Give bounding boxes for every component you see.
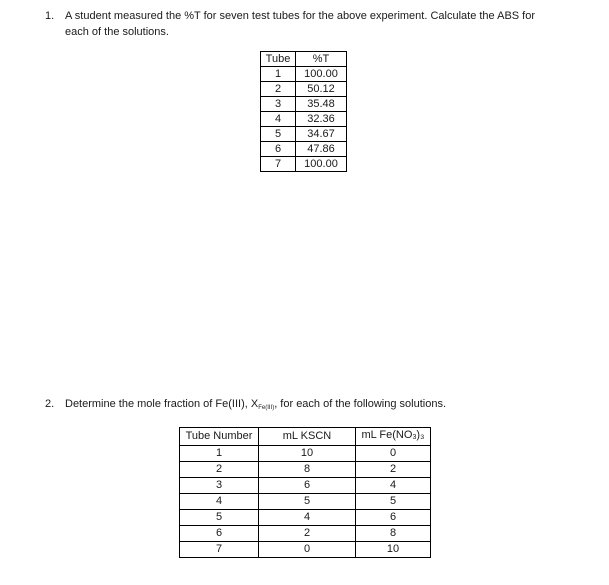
question-1-line-1 xyxy=(0,8,609,24)
table-row xyxy=(180,478,431,494)
table-row xyxy=(261,67,347,82)
question-2-text-after: , for each of the following solutions. xyxy=(274,398,447,410)
ml-kscn-cell: 2 xyxy=(259,526,356,542)
question-2-number: 2. xyxy=(45,398,55,410)
ml-kscn-cell: 6 xyxy=(259,478,356,494)
header-ml-fe-no3 xyxy=(356,428,431,446)
percent-t-cell: 32.36 xyxy=(296,112,347,127)
solutions-table xyxy=(179,427,431,558)
tube-number-cell: 7 xyxy=(180,542,259,558)
table-row xyxy=(180,526,431,542)
tube-number-cell: 3 xyxy=(180,478,259,494)
tube-number-cell: 4 xyxy=(180,494,259,510)
percent-t-cell: 50.12 xyxy=(296,82,347,97)
tube-cell: 4 xyxy=(261,112,296,127)
tube-number-cell: 2 xyxy=(180,462,259,478)
tube-cell: 6 xyxy=(261,142,296,157)
table-row xyxy=(180,542,431,558)
tube-number-cell: 5 xyxy=(180,510,259,526)
header-fe-main: mL Fe(NO xyxy=(361,429,413,441)
question-1-line-2: each of the solutions. xyxy=(65,26,169,38)
ml-fe-no3-cell: 4 xyxy=(356,478,431,494)
question-2-line-1 xyxy=(0,396,609,416)
table-row xyxy=(180,510,431,526)
header-tube: Tube xyxy=(261,52,296,67)
table-row xyxy=(180,462,431,478)
ml-fe-no3-cell: 0 xyxy=(356,446,431,462)
transmittance-table xyxy=(260,51,347,172)
percent-t-cell: 47.86 xyxy=(296,142,347,157)
tube-number-cell: 6 xyxy=(180,526,259,542)
percent-t-cell: 34.67 xyxy=(296,127,347,142)
tube-cell: 3 xyxy=(261,97,296,112)
question-2 xyxy=(0,396,609,416)
header-ml-kscn: mL KSCN xyxy=(259,428,356,446)
percent-t-cell: 100.00 xyxy=(296,157,347,172)
tube-cell: 7 xyxy=(261,157,296,172)
ml-fe-no3-cell: 5 xyxy=(356,494,431,510)
ml-kscn-cell: 8 xyxy=(259,462,356,478)
question-1-number: 1. xyxy=(45,10,55,22)
question-1 xyxy=(0,8,609,40)
question-2-text-before: Determine the mole fraction of Fe(III), X xyxy=(65,398,259,410)
tube-number-cell: 1 xyxy=(180,446,259,462)
table-header-row xyxy=(180,428,431,446)
ml-fe-no3-cell: 6 xyxy=(356,510,431,526)
table-row xyxy=(261,142,347,157)
question-2-subscript: Fe(III) xyxy=(258,405,275,411)
ml-kscn-cell: 0 xyxy=(259,542,356,558)
table-row xyxy=(261,157,347,172)
table-row xyxy=(261,127,347,142)
table-row xyxy=(180,446,431,462)
table-row xyxy=(261,112,347,127)
header-fe-sub: 3 xyxy=(412,434,417,441)
tube-cell: 2 xyxy=(261,82,296,97)
tube-cell: 1 xyxy=(261,67,296,82)
header-tube-number: Tube Number xyxy=(180,428,259,446)
header-fe-end: )₃ xyxy=(416,429,425,441)
ml-kscn-cell: 10 xyxy=(259,446,356,462)
percent-t-cell: 35.48 xyxy=(296,97,347,112)
table-row xyxy=(261,97,347,112)
ml-fe-no3-cell: 8 xyxy=(356,526,431,542)
ml-kscn-cell: 4 xyxy=(259,510,356,526)
ml-fe-no3-cell: 2 xyxy=(356,462,431,478)
header-percent-t: %T xyxy=(296,52,347,67)
question-1-text: A student measured the %T for seven test tubes for the above experiment. Calculate the ABS for xyxy=(65,10,536,22)
table-header-row xyxy=(261,52,347,67)
table-row xyxy=(180,494,431,510)
ml-fe-no3-cell: 10 xyxy=(356,542,431,558)
table-row xyxy=(261,82,347,97)
percent-t-cell: 100.00 xyxy=(296,67,347,82)
ml-kscn-cell: 5 xyxy=(259,494,356,510)
question-2-text xyxy=(65,396,446,416)
tube-cell: 5 xyxy=(261,127,296,142)
